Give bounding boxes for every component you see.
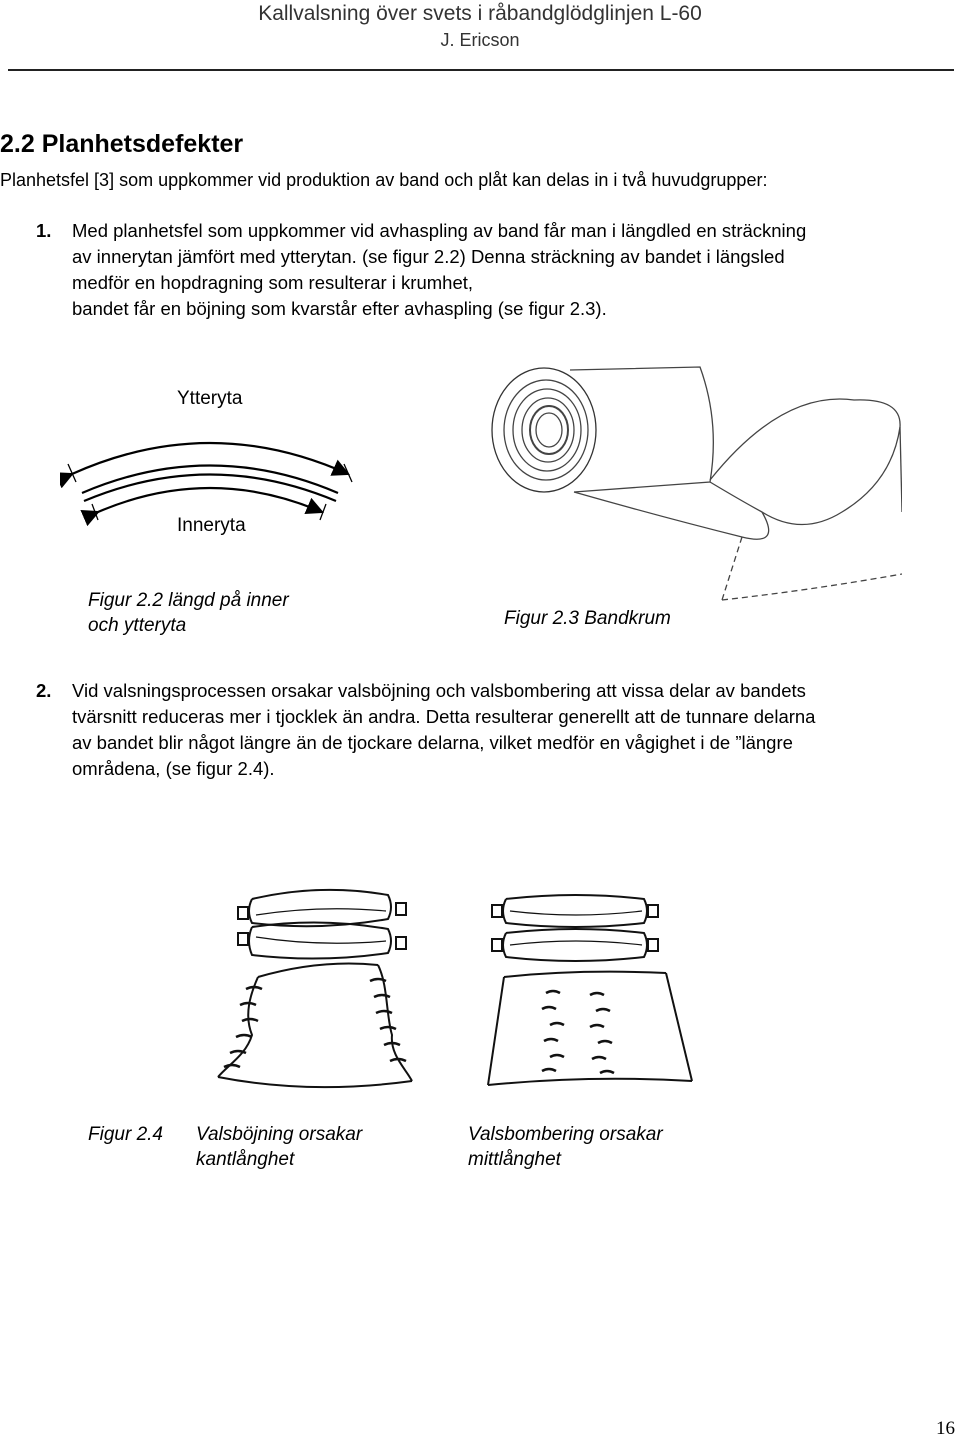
caption-line: Valsbombering orsakar (468, 1124, 663, 1145)
figure-2-3-caption: Figur 2.3 Bandkrum (504, 608, 671, 629)
caption-line: Figur 2.2 längd på inner (88, 590, 289, 611)
inner-surface-label: Inneryta (177, 515, 246, 536)
list-item-line: Vid valsningsprocessen orsakar valsböjning och valsbombering att vissa delar av bandets (72, 680, 806, 701)
figure-2-4-left-caption (196, 1122, 362, 1172)
figure-2-4-label: Figur 2.4 (88, 1124, 163, 1145)
list-item-line: tvärsnitt reduceras mer i tjocklek än andra. Detta resulterar generellt att de tunnare delarna (72, 706, 816, 727)
list-item-line: Med planhetsfel som uppkommer vid avhaspling av band får man i längdled en sträckning (72, 220, 807, 241)
section-title: 2.2 Planhetsdefekter (0, 130, 244, 158)
list-item-number: 2. (36, 680, 52, 701)
figure-2-4-roll-bending-illustration (200, 885, 420, 1105)
list-item-line: medför en hopdragning som resulterar i krumhet, (72, 272, 474, 293)
caption-line: och ytteryta (88, 615, 187, 636)
figure-2-2-caption (88, 588, 289, 638)
caption-line: kantlånghet (196, 1149, 295, 1170)
header-title: Kallvalsning över svets i råbandglödglinjen L-60 (258, 2, 702, 25)
caption-line: Valsböjning orsakar (196, 1124, 363, 1145)
list-item-line: bandet får en böjning som kvarstår efter avhaspling (se figur 2.3). (72, 298, 607, 319)
figure-2-4-roll-crown-illustration (470, 885, 700, 1105)
header-divider (8, 69, 954, 71)
outer-surface-label: Ytteryta (177, 388, 243, 409)
figure-2-2 (60, 380, 360, 560)
header-author: J. Ericson (440, 30, 520, 50)
intro-paragraph: Planhetsfel [3] som uppkommer vid produktion av band och plåt kan delas in i två huvudgrupper: (0, 170, 768, 190)
page-number: 16 (936, 1418, 955, 1439)
figure-2-3-coil-illustration (482, 362, 902, 622)
list-item-line: av innerytan jämfört med ytterytan. (se figur 2.2) Denna sträckning av bandet i längsled (72, 246, 785, 267)
caption-line: mittlånghet (468, 1149, 561, 1170)
list-item-number: 1. (36, 220, 52, 241)
list-item-line: områdena, (se figur 2.4). (72, 758, 275, 779)
list-item-line: av bandet blir något längre än de tjockare delarna, vilket medför en vågighet i de ”längre (72, 732, 793, 753)
figure-2-4-right-caption (468, 1122, 663, 1172)
